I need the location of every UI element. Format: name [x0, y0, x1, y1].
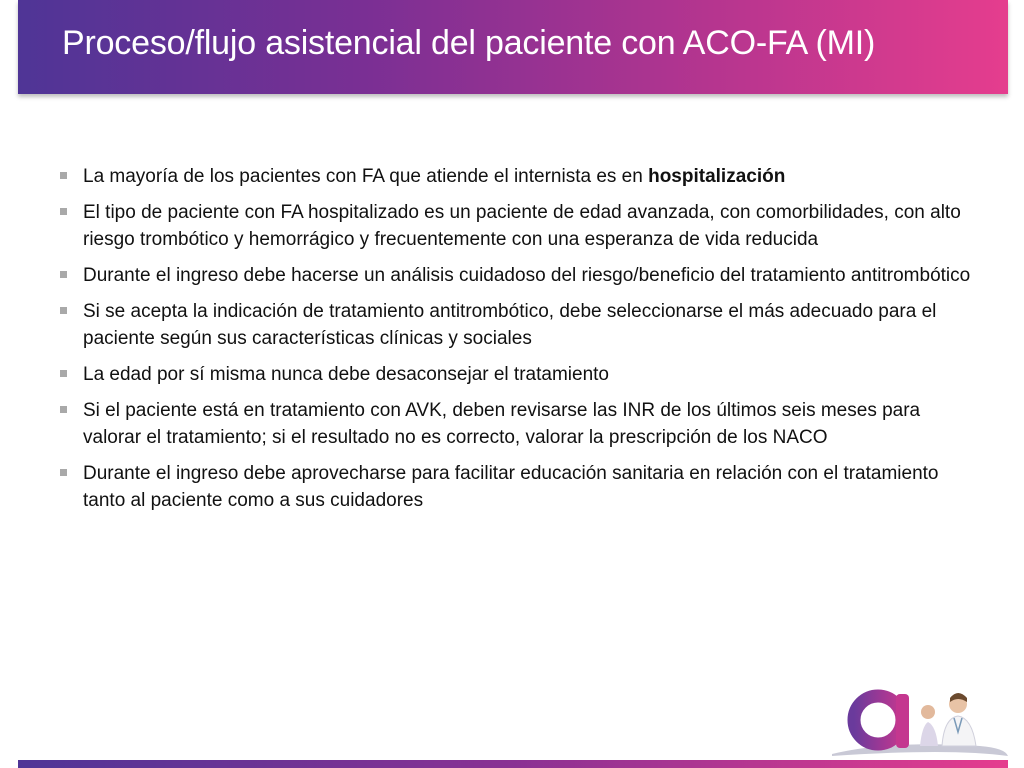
bullet-list — [60, 163, 980, 523]
bullet-item — [60, 460, 980, 514]
bullet-item — [60, 163, 980, 190]
square-bullet-icon — [60, 370, 67, 377]
bullet-item — [60, 298, 980, 352]
square-bullet-icon — [60, 208, 67, 215]
bullet-text: Durante el ingreso debe hacerse un análisis cuidadoso del riesgo/beneficio del tratamiento antitrombótico — [83, 265, 971, 286]
bullet-text: Durante el ingreso debe aprovecharse para facilitar educación sanitaria en relación con el tratamiento tanto al paciente como a sus cuidadores — [83, 463, 939, 511]
bullet-text: El tipo de paciente con FA hospitalizado es un paciente de edad avanzada, con comorbilidades, con alto riesgo trombótico y hemorrágico y frecuentemente con una esperanza de vida reducida — [83, 202, 961, 250]
letter-a-doctor-logo-icon — [830, 676, 1010, 762]
square-bullet-icon — [60, 469, 67, 476]
bullet-bold-text: hospitalización — [648, 166, 786, 187]
slide-title: Proceso/flujo asistencial del paciente con ACO-FA (MI) — [62, 24, 876, 62]
bullet-item — [60, 361, 980, 388]
bullet-item — [60, 262, 980, 289]
bullet-text: La mayoría de los pacientes con FA que atiende el internista es en — [83, 166, 649, 187]
square-bullet-icon — [60, 271, 67, 278]
square-bullet-icon — [60, 406, 67, 413]
bullet-text: La edad por sí misma nunca debe desaconsejar el tratamiento — [83, 364, 609, 385]
footer-bar — [18, 760, 1008, 768]
title-banner — [18, 0, 1008, 94]
bullet-text: Si se acepta la indicación de tratamiento antitrombótico, debe seleccionarse el más adecuado para el paciente según sus características clínicas y sociales — [83, 301, 937, 349]
bullet-item — [60, 397, 980, 451]
bullet-text: Si el paciente está en tratamiento con AVK, deben revisarse las INR de los últimos seis meses para valorar el tratamiento; si el resultado no es correcto, valorar la prescripción de los NACO — [83, 400, 921, 448]
bullet-item — [60, 199, 980, 253]
square-bullet-icon — [60, 307, 67, 314]
square-bullet-icon — [60, 172, 67, 179]
